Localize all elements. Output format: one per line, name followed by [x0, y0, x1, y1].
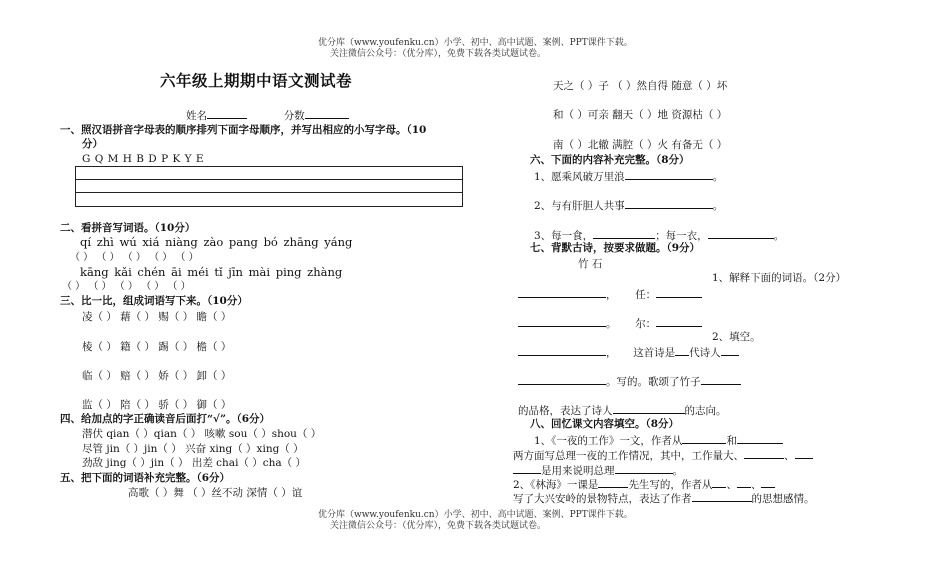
recall-q1-line-3: 是用来说明总理 。 [513, 463, 683, 478]
answer-blank[interactable] [795, 448, 813, 459]
idiom-row-4[interactable]: 南（ ）北辙 满腔（ ）火 有备无（ ） [553, 139, 728, 151]
poem-fill-3: 3、每一食， ；每一衣， 。 [534, 230, 785, 242]
section-2-heading: 二、看拼音写词语。（10分） [60, 222, 196, 234]
name-blank[interactable] [207, 108, 247, 119]
poem-fill-2: 2、与有肝胆人共事 。 [534, 200, 724, 212]
answer-blank[interactable] [675, 345, 689, 356]
name-label: 姓名 [186, 110, 207, 122]
answer-blank[interactable] [737, 433, 783, 444]
section-6-heading: 六、下面的内容补充完整。（8分） [530, 154, 690, 166]
header-line-1: 优分库（www.youfenku.cn）小学、初中、高中试题、案例、PPT课件下载。 [318, 38, 633, 48]
pronunciation-row-2[interactable]: 尽管 jin（ ）jin（ ） 兴奋 xing（ ）xing（ ） [82, 443, 304, 455]
grid-row-line [75, 179, 463, 180]
answer-blank[interactable] [744, 448, 784, 459]
recall-q2-line-1: 2、《林海》一课是 先生写的，作者从 、 、 [513, 477, 775, 492]
section-3-heading: 三、比一比，组成词语写下来。（10分） [60, 295, 248, 307]
answer-blank[interactable] [701, 374, 741, 385]
poem-title: 竹 石 [578, 258, 603, 270]
answer-blank[interactable] [712, 477, 726, 488]
compare-row-3[interactable]: 临（ ） 赔（ ） 娇（ ） 卸（ ） [82, 370, 232, 382]
score-label: 分数 [283, 110, 305, 122]
section-4-heading: 四、给加点的字正确读音后面打“√”。（6分） [60, 413, 271, 425]
compare-row-4[interactable]: 监（ ） 陪（ ） 骄（ ） 御（ ） [82, 399, 232, 411]
answer-blank[interactable] [513, 463, 541, 474]
answer-parens-row-1[interactable]: （ ） （ ） （ ） （ ） （ ） [70, 252, 199, 263]
answer-blank[interactable] [656, 287, 702, 298]
answer-blank[interactable] [692, 491, 752, 502]
compare-row-2[interactable]: 棱（ ） 籍（ ） 踢（ ） 檐（ ） [82, 341, 232, 353]
poem-line-5: 的品格，表达了诗人 的志向。 [518, 405, 727, 417]
recall-q1-line-2: 两方面写总理一夜的工作情况，其中，工作量大、 、 [513, 448, 813, 463]
answer-blank[interactable] [721, 345, 739, 356]
section-8-heading: 八、回忆课文内容填空。（8分） [530, 418, 680, 430]
answer-grid[interactable] [75, 166, 463, 207]
section-1-heading: 一、照汉语拼音字母表的顺序排列下面字母顺序，并写出相应的小写字母。（10 [60, 124, 427, 136]
answer-blank[interactable] [613, 403, 685, 414]
answer-blank[interactable] [615, 463, 673, 474]
pronunciation-row-3[interactable]: 劲敌 jing（ ）jin（ ） 出差 chai（ ）cha（ ） [82, 457, 307, 469]
answer-blank[interactable] [593, 228, 655, 239]
answer-blank[interactable] [656, 316, 702, 327]
letter-list: G Q M H B D P K Y E [82, 153, 205, 165]
compare-row-1[interactable]: 凌（ ） 藉（ ） 赐（ ） 瞻（ ） [82, 311, 232, 323]
idiom-row-3[interactable]: 和（ ）可亲 翻天（ ）地 资源枯（ ） [553, 109, 728, 121]
pronunciation-row-1[interactable]: 潜伏 qian（ ）qian（ ） 咳嗽 sou（ ）shou（ ） [82, 428, 322, 440]
section-1-heading-cont: 分） [82, 138, 103, 150]
score-blank[interactable] [305, 108, 349, 119]
answer-blank[interactable] [708, 228, 774, 239]
answer-blank[interactable] [761, 477, 775, 488]
poem-line-3: ， 这首诗是 代诗人 [518, 345, 739, 360]
header-line-2: 关注微信公众号：（优分库），免费下载各类试题试卷。 [330, 49, 547, 59]
answer-blank[interactable] [518, 345, 606, 356]
answer-parens-row-2[interactable]: （ ） （ ） （ ） （ ） （ ） [62, 281, 191, 292]
s7-question-1: 1、解释下面的词语。（2分） [712, 272, 847, 284]
page-title: 六年级上期期中语文测试卷 [160, 71, 353, 90]
answer-blank[interactable] [598, 477, 628, 488]
answer-blank[interactable] [682, 433, 726, 444]
grid-row-line [75, 192, 463, 193]
pinyin-row-1: qí zhì wú xiá niàng zào pang bó zhāng yáng [80, 235, 353, 249]
name-score-line [186, 108, 349, 123]
idiom-row-1[interactable]: 高歌（ ）舞 （ ）丝不动 深情（ ）谊 [128, 487, 303, 499]
recall-q2-line-2: 写了大兴安岭的景物特点，表达了作者 的思想感情。 [513, 493, 815, 505]
pinyin-row-2: kāng kǎi chén āi méi tǐ jīn mài ping zhàng [80, 265, 343, 279]
answer-blank[interactable] [737, 477, 751, 488]
poem-line-2: 。 尔： [518, 316, 702, 331]
answer-blank[interactable] [625, 198, 713, 209]
answer-blank[interactable] [518, 374, 606, 385]
poem-fill-1: 1、愿乘风破万里浪 。 [534, 171, 724, 183]
section-5-heading: 五、把下面的词语补充完整。（6分） [60, 472, 231, 484]
answer-blank[interactable] [518, 287, 606, 298]
s7-question-2: 2、填空。 [712, 331, 761, 343]
footer-line-1: 优分库（www.youfenku.cn）小学、初中、高中试题、案例、PPT课件下载。 [318, 510, 633, 520]
answer-blank[interactable] [518, 316, 606, 327]
poem-line-4: 。写的。歌颂了竹子 [518, 374, 741, 389]
recall-q1-line-1: 1、《一夜的工作》一文，作者从 和 [534, 433, 783, 448]
idiom-row-2[interactable]: 天之（ ）子 （ ）然自得 随意（ ）坏 [553, 80, 728, 92]
section-7-heading: 七、背默古诗，按要求做题。（9分） [530, 242, 701, 254]
answer-blank[interactable] [625, 169, 713, 180]
poem-line-1: ， 任： [518, 287, 702, 302]
footer-line-2: 关注微信公众号：（优分库），免费下载各类试题试卷。 [330, 521, 547, 531]
